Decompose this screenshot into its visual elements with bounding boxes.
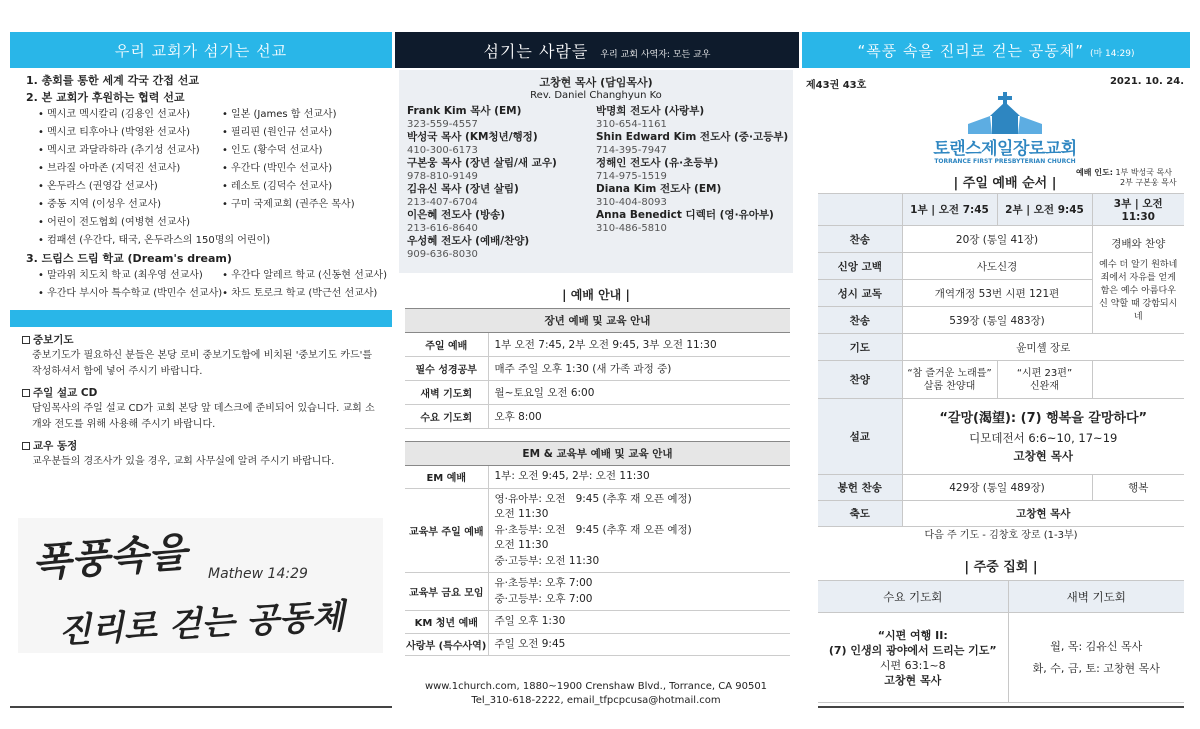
schedule-key: KM 청년 예배 [405,611,488,634]
meetings-title: | 주중 집회 | [964,560,1038,575]
blessing-value: 고창현 목사 [902,501,1184,527]
row-label-blessing: 축도 [818,501,902,527]
schedule-row [405,633,790,656]
schedule-value: 매주 주일 오후 1:30 (새 가족 과정 중) [494,363,672,375]
staff-name: Shin Edward Kim 전도사 (중·고등부) [596,131,789,143]
sermon-cell: “갈망(渴望): (7) 행복을 갈망하다” 디모데전서 6:6~10, 17~19 고창현 목사 [902,399,1184,475]
schedule-row [405,381,790,405]
guide-title: | 예배 안내 | [562,288,630,302]
row-label-offering: 봉헌 찬송 [818,475,902,501]
checkbox-icon [22,389,30,397]
partner-item: • 브라질 아마존 (지덕진 선교사) [38,163,181,174]
staff-name: 정해인 전도사 (유·초등부) [596,157,719,169]
art-line-1: 폭풍속을 [30,528,189,587]
anthem-2: “시편 23편” 신완재 [997,361,1092,399]
right-header-ref: (마 14:29) [1089,48,1135,59]
worship-order-table [818,193,1184,527]
dawn-cell: 월, 목: 김유신 목사 화, 수, 금, 토: 고창현 목사 [1008,613,1184,703]
left-header-title: 우리 교회가 섬기는 선교 [114,41,288,60]
hymn1-value: 20장 (통일 41장) [902,226,1092,253]
staff-name: 김유신 목사 (장년 살림) [407,183,519,195]
staff-phone: 310-404-8093 [596,197,667,208]
prayer-value: 윤미셸 장로 [902,334,1184,361]
staff-phone: 310-654-1161 [596,119,667,130]
school-item: • 차드 토로크 학교 (박근선 선교사) [222,288,378,299]
staff-panel [399,70,793,273]
weekday-meetings-table [818,580,1184,703]
schedule-value: 주일 오전 9:45 [494,637,566,650]
staff-phone: 714-975-1519 [596,171,667,182]
schedule-value: 월~토요일 오전 6:00 [494,387,595,399]
checkbox-icon [22,336,30,344]
senior-pastor-en: Rev. Daniel Changhyun Ko [530,90,662,101]
anthem-1: “참 즐거운 노래를” 살롬 찬양대 [902,361,997,399]
staff-entry [407,131,596,157]
praise-cell: 경배와 찬양 예수 더 알기 원하네 죄에서 자유를 얻게 함은 예수 아름다우신 약할 때 강함되시네 [1092,226,1184,334]
edu-schedule-header: EM & 교육부 예배 및 교육 안내 [405,442,790,466]
row-label-prayer: 기도 [818,334,902,361]
schedule-key: 새벽 기도회 [405,381,488,405]
left-header [10,32,392,68]
staff-name: Frank Kim 목사 (EM) [407,105,522,117]
staff-grid [399,101,793,261]
schedule-row [405,333,790,357]
schedule-row [405,357,790,381]
staff-phone: 410-300-6173 [407,145,478,156]
schedule-value: 유·초등부: 오후 7:00 중·고등부: 오후 7:00 [494,577,593,605]
footer-address: www.1church.com, 1880~1900 Crenshaw Blvd., Torrance, CA 90501 [424,681,768,692]
schedule-key: EM 예배 [405,466,488,489]
partner-item: • 인도 (황수덕 선교사) [221,145,323,156]
offering-3: 행복 [1092,475,1184,501]
notice-text: 중보기도가 필요하신 분들은 본당 로비 중보기도함에 비치된 '중보기도 카드'를 작성하셔서 함에 넣어 주시기 바랍니다. [32,350,373,377]
partner-item: • 일본 (James 함 선교사) [221,109,337,120]
notice-text: 교우분들의 경조사가 있을 경우, 교회 사무실에 알려 주시기 바랍니다. [32,456,335,467]
missions-list [26,72,386,303]
staff-entry [596,183,785,209]
staff-name: Anna Benedict 디렉터 (영·유아부) [596,209,774,221]
school-item: • 우간다 알레르 학교 (신동현 선교사) [222,270,387,281]
partners-right-list [222,106,386,232]
staff-name: Diana Kim 전도사 (EM) [596,183,722,195]
row-label-anthem: 찬양 [818,361,902,399]
church-building-icon [962,92,1048,136]
row-label-creed: 신앙 고백 [818,253,902,280]
schedule-row [405,611,790,634]
col-service-2: 2부 | 오전 9:45 [997,194,1092,226]
next-week-prayer: 다음 주 기도 - 김창호 장로 (1-3부) [924,530,1078,541]
partners-left-list [38,106,222,232]
partner-item: • 우간다 (박민수 선교사) [221,163,333,174]
middle-header-title: 섬기는 사람들 [483,41,589,61]
staff-phone: 909-636-8030 [407,249,478,260]
notice-title: 주일 설교 CD [22,386,382,401]
staff-entry [596,131,789,157]
staff-phone: 310-486-5810 [596,223,667,234]
mission-section-1: 1. 총회를 통한 세계 각국 간접 선교 [26,74,199,87]
creed-value: 사도신경 [902,253,1092,280]
partner-item: • 어린이 전도협회 (여병현 선교사) [38,217,190,228]
staff-phone: 323-559-4557 [407,119,478,130]
issue-number: 제43권 43호 [806,80,867,91]
senior-pastor: 고창현 목사 (담임목사) [539,76,653,89]
footer-contact: Tel_310-618-2222, email_tfpcpcusa@hotmail.com [471,695,721,706]
schedule-key: 필수 성경공부 [405,357,488,381]
middle-header [395,32,799,68]
right-bottom-rule [818,706,1184,708]
col-service-1: 1부 | 오전 7:45 [902,194,997,226]
school-item: • 우간다 부시아 특수학교 (박민수 선교사) [38,288,223,299]
col-service-3: 3부 | 오전 11:30 [1092,194,1184,226]
schedule-value: 주일 오후 1:30 [494,615,566,627]
schedule-value: 1부 오전 7:45, 2부 오전 9:45, 3부 오전 11:30 [494,339,717,351]
schedule-value: 오후 8:00 [494,411,542,423]
art-ref: Mathew 14:29 [208,566,308,582]
church-logo [930,92,1080,168]
school-item: • 말라위 치도치 학교 (최우영 선교사) [38,270,203,281]
staff-phone: 213-407-6704 [407,197,478,208]
row-label-hymn2: 찬송 [818,307,902,334]
right-header [802,32,1190,68]
partner-item: • 중동 지역 (이성우 선교사) [38,199,162,210]
schedule-key: 수요 기도회 [405,405,488,429]
partner-item: • 멕시코 티후아나 (박영완 선교사) [38,127,190,138]
col-wednesday: 수요 기도회 [818,581,1008,613]
calligraphy-art [18,518,383,653]
middle-header-sub: 우리 교회 사역자: 모든 교우 [600,49,711,60]
offering-value: 429장 (통일 489장) [902,475,1092,501]
left-divider-bar [10,310,392,327]
wednesday-cell: “시편 여행 II: (7) 인생의 광야에서 드리는 기도” 시편 63:1~8 고창현 목사 [818,613,1008,703]
staff-name: 우성혜 전도사 (예배/찬양) [407,235,530,247]
schedule-key: 사랑부 (특수사역) [405,633,488,656]
staff-entry [407,105,596,131]
anthem-3 [1092,361,1184,399]
partner-item: • 필리핀 (원인규 선교사) [221,127,333,138]
worship-leaders: 예배 인도: 1부 박성국 목사 2부 구본웅 목사 [1076,168,1177,187]
adult-schedule-table [405,308,790,429]
partner-item: • 멕시코 멕시칼리 (김용인 선교사) [38,109,190,120]
staff-name: 박명희 전도사 (사랑부) [596,105,705,117]
mission-section-3: 3. 드림스 드림 학교 (Dream's dream) [26,252,232,265]
staff-entry [407,183,596,209]
scripture-value: 개역개정 53번 시편 121편 [902,280,1092,307]
staff-name: 박성국 목사 (KM청년/행정) [407,131,538,143]
adult-schedule-header: 장년 예배 및 교육 안내 [405,309,790,333]
notice-title: 중보기도 [22,333,382,348]
partner-item: • 멕시코 과달라하라 (추기성 선교사) [38,145,200,156]
corner-cell [818,194,902,226]
schools-right-list [222,267,387,303]
schedule-row [405,488,790,573]
schedule-row [405,405,790,429]
schedule-value: 영·유아부: 오전 9:45 (추후 재 오픈 예정) 오전 11:30 유·초등부: 오전 9:45 (추후 재 오픈 예정) 오전 11:30 중·고등부: 오전 11:30 [494,492,692,567]
schedule-key: 교육부 주일 예배 [405,488,488,573]
mission-section-2: 2. 본 교회가 후원하는 협력 선교 [26,91,185,104]
church-name-kr: 토랜스제일장로교회 [933,139,1077,159]
staff-entry [407,157,596,183]
staff-entry [596,105,785,131]
art-line-2: 진리로 걷는 공동체 [57,596,346,652]
staff-entry [407,235,596,261]
schedule-key: 주일 예배 [405,333,488,357]
notices [22,333,382,470]
row-label-scripture: 성시 교독 [818,280,902,307]
col-dawn: 새벽 기도회 [1008,581,1184,613]
staff-phone: 213-616-8640 [407,223,478,234]
schedule-key: 교육부 금요 모임 [405,573,488,611]
staff-entry [596,209,785,235]
issue-date: 2021. 10. 24. [1109,76,1184,87]
row-label-hymn1: 찬송 [818,226,902,253]
notice-text: 담임목사의 주일 설교 CD가 교회 본당 앞 데스크에 준비되어 있습니다. 교회 소개와 전도를 위해 사용해 주시기 바랍니다. [32,403,375,430]
partner-item: • 구미 국제교회 (권주은 목사) [221,199,355,210]
church-name-en: TORRANCE FIRST PRESBYTERIAN CHURCH [934,158,1076,165]
right-header-title: “폭풍 속을 진리로 걷는 공동체” [857,41,1084,60]
checkbox-icon [22,442,30,450]
staff-phone: 978-810-9149 [407,171,478,182]
row-label-sermon: 설교 [818,399,902,475]
edu-schedule-table [405,441,790,656]
hymn2-value: 539장 (통일 483장) [902,307,1092,334]
notice-title: 교우 동정 [22,439,382,454]
staff-name: 구본웅 목사 (장년 살림/새 교우) [407,157,557,169]
staff-entry [596,157,785,183]
partners-full-item: • 컴패션 (우간다, 태국, 온두라스의 150명의 어린이) [38,235,271,246]
schools-left-list [38,267,222,303]
schedule-row [405,573,790,611]
order-title: | 주일 예배 순서 | [953,176,1057,191]
staff-entry [407,209,596,235]
partner-item: • 레소토 (김덕수 선교사) [221,181,333,192]
schedule-value: 1부: 오전 9:45, 2부: 오전 11:30 [494,470,650,482]
staff-name: 이은혜 전도사 (방송) [407,209,506,221]
partner-item: • 온두라스 (권영갑 선교사) [38,181,158,192]
left-bottom-rule [10,706,392,708]
schedule-row [405,466,790,489]
staff-phone: 714-395-7947 [596,145,667,156]
